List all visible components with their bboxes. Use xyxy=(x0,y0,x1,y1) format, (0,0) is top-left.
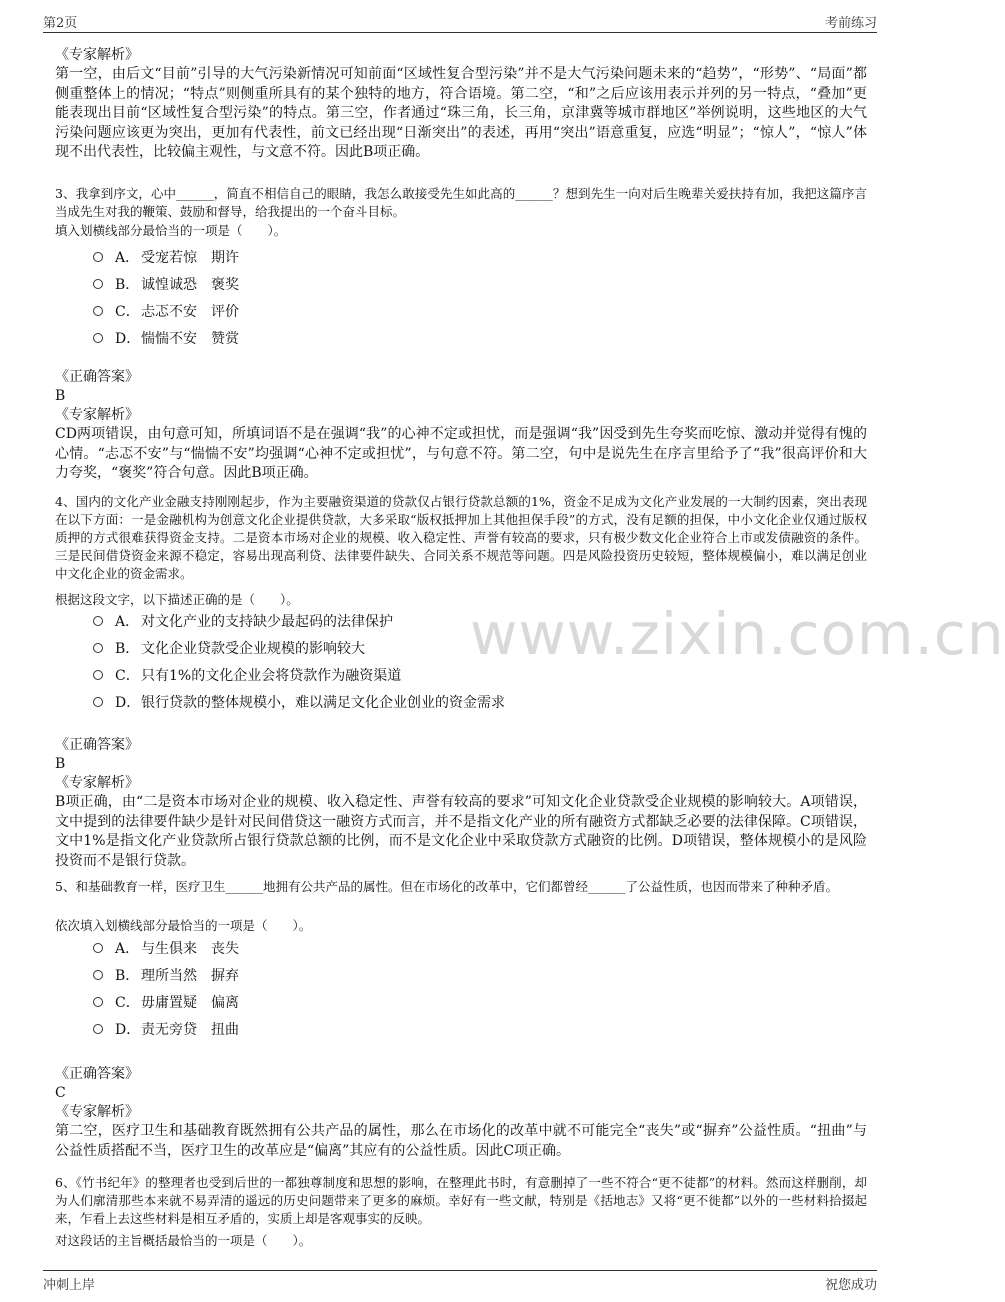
q4-option-c[interactable]: C． 只有1%的文化企业会将贷款作为融资渠道 xyxy=(93,661,793,688)
q4-option-d[interactable]: D． 银行贷款的整体规模小，难以满足文化企业创业的资金需求 xyxy=(93,688,793,715)
q4-option-b[interactable]: B． 文化企业贷款受企业规模的影响较大 xyxy=(93,634,793,661)
q5-option-a[interactable]: A． 与生俱来 丧失 xyxy=(93,934,793,961)
q3-ask: 填入划横线部分最恰当的一项是（ ）。 xyxy=(55,223,287,238)
q5-option-d[interactable]: D． 责无旁贷 扭曲 xyxy=(93,1015,793,1042)
q6-prompt: 6、《竹书纪年》的整理者也受到后世的一都独尊制度和思想的影响，在整理此书时，有意删掉了一些不符合“更不徒都”的材料。然而这样删削，却为人们廓清那些本来就不易弄清的遥远的历史问题带来了更多的麻烦。幸好有一些文献，特别是《括地志》又将“更不徙都”以外的一些材料拾掇起来，乍看上去这些材料是相互矛盾的，实质上却是客观事实的反映。 xyxy=(55,1175,867,1226)
q3-analysis: CD两项错误，由句意可知，所填词语不是在强调“我”的心神不定或担忧，而是强调“我”因受到先生夸奖而吃惊、激动并觉得有愧的心情。“忐忑不安”与“惴惴不安”均强调“心神不定或担忧”，与句意不符。第二空，句中是说先生在序言里给予了“我”很高评价和大力夸奖，“褒奖”符合句意。因此B项正确。 xyxy=(55,426,867,481)
q4-analysis: B项正确，由“二是资本市场对企业的规模、收入稳定性、声誉有较高的要求”可知文化企业贷款受企业规模的影响较大。A项错误，文中提到的法律要件缺少是针对民间借贷这一融资方式而言，并不是指文化产业的所有融资方式都缺乏必要的法律保障。C项错误，文中1%是指文化产业贷款所占银行贷款总额的比例，而不是文化企业中采取贷款方式融资的比例。D项错误，整体规模小的是风险投资而不是银行贷款。 xyxy=(55,794,867,869)
radio-icon[interactable] xyxy=(93,279,103,289)
radio-icon[interactable] xyxy=(93,306,103,316)
q4-answer-section xyxy=(55,736,867,871)
q3-option-a[interactable]: A． 受宠若惊 期许 xyxy=(93,243,793,270)
analysis-label: 《专家解析》 xyxy=(55,47,139,63)
q5-ask: 依次填入划横线部分最恰当的一项是（ ）。 xyxy=(55,918,312,933)
q3-answer: B xyxy=(55,388,66,404)
page-header xyxy=(43,10,877,33)
radio-icon[interactable] xyxy=(93,697,103,707)
footer-right: 祝您成功 xyxy=(824,1278,877,1293)
analysis-label: 《专家解析》 xyxy=(55,1104,139,1120)
answer-label: 《正确答案》 xyxy=(55,1066,139,1082)
q5-answer: C xyxy=(55,1085,66,1101)
q3-option-d[interactable]: D． 惴惴不安 赞赏 xyxy=(93,324,793,351)
radio-icon[interactable] xyxy=(93,943,103,953)
page-footer xyxy=(43,1270,877,1295)
radio-icon[interactable] xyxy=(93,970,103,980)
radio-icon[interactable] xyxy=(93,616,103,626)
answer-label: 《正确答案》 xyxy=(55,737,139,753)
radio-icon[interactable] xyxy=(93,252,103,262)
q3-options xyxy=(93,243,793,351)
q6-ask: 对这段话的主旨概括最恰当的一项是（ ）。 xyxy=(55,1233,312,1248)
q5-option-c[interactable]: C． 毋庸置疑 偏离 xyxy=(93,988,793,1015)
q3-option-b[interactable]: B． 诚惶诚恐 褒奖 xyxy=(93,270,793,297)
radio-icon[interactable] xyxy=(93,643,103,653)
analysis-label: 《专家解析》 xyxy=(55,407,139,423)
answer-label: 《正确答案》 xyxy=(55,369,139,385)
q5-option-b[interactable]: B． 理所当然 摒弃 xyxy=(93,961,793,988)
radio-icon[interactable] xyxy=(93,670,103,680)
q5-answer-section xyxy=(55,1065,867,1161)
header-title: 考前练习 xyxy=(824,16,877,31)
radio-icon[interactable] xyxy=(93,333,103,343)
q4-answer: B xyxy=(55,756,66,772)
q4-ask: 根据这段文字，以下描述正确的是（ ）。 xyxy=(55,592,299,607)
q5-prompt: 5、和基础教育一样，医疗卫生______地拥有公共产品的属性。但在市场化的改革中，它们都曾经______了公益性质，也因而带来了种种矛盾。 xyxy=(55,879,838,894)
q5-analysis: 第二空，医疗卫生和基础教育既然拥有公共产品的属性，那么在市场化的改革中就不可能完全“丧失”或“摒弃”公益性质。“扭曲”与公益性质搭配不当，医疗卫生的改革应是“偏离”其应有的公益性质。因此C项正确。 xyxy=(55,1123,867,1159)
q2-analysis: 第一空，由后文“目前”引导的大气污染新情况可知前面“区域性复合型污染”并不是大气污染问题未来的“趋势”，“形势”、“局面”都侧重整体上的情况；“特点”则侧重所具有的某个独特的地方，符合语境。第二空，“和”之后应该用表示并列的另一特点，“叠加”更能表现出目前“区域性复合型污染”的特点。第三空，作者通过“珠三角，长三角，京津冀等城市群地区”举例说明，这些地区的大气污染问题应该更为突出，更加有代表性，前文已经出现“日渐突出”的表述，再用“突出”语意重复，应选“明显”；“惊人”，“惊人”体现不出代表性，比较偏主观性，与文意不符。因此B项正确。 xyxy=(55,66,867,160)
q3-option-c[interactable]: C． 忐忑不安 评价 xyxy=(93,297,793,324)
q3-answer-section xyxy=(55,368,867,484)
q3-prompt: 3、我拿到序文，心中______，简直不相信自己的眼睛，我怎么敢接受先生如此高的______？想到先生一向对后生晚辈关爱扶持有加，我把这篇序言当成先生对我的鞭策、鼓励和督导，给我提出的一个奋斗目标。 xyxy=(55,186,867,219)
radio-icon[interactable] xyxy=(93,1024,103,1034)
q2-analysis-section xyxy=(55,46,867,163)
analysis-label: 《专家解析》 xyxy=(55,775,139,791)
page-number: 第2页 xyxy=(43,16,78,31)
watermark: www.zixin.com.cn xyxy=(470,600,1005,668)
q4-option-a[interactable]: A． 对文化产业的支持缺少最起码的法律保护 xyxy=(93,607,793,634)
footer-left: 冲刺上岸 xyxy=(43,1278,96,1293)
q4-options xyxy=(93,607,793,715)
q5-options xyxy=(93,934,793,1042)
q4-prompt: 4、国内的文化产业金融支持刚刚起步，作为主要融资渠道的贷款仅占银行贷款总额的1%，资金不足成为文化产业发展的一大制约因素，突出表现在以下方面：一是金融机构为创意文化企业提供贷款，大多采取“版权抵押加上其他担保手段”的方式，没有足额的担保，中小文化企业仅通过版权质押的方式很难获得资金支持。二是资本市场对企业的规模、收入稳定性、声誉有较高的要求，只有极少数文化企业符合上市或发债融资的条件。三是民间借贷资金来源不稳定，容易出现高利贷、法律要件缺失、合同关系不规范等问题。四是风险投资历史较短，整体规模偏小，难以满足创业中文化企业的资金需求。 xyxy=(55,494,867,581)
radio-icon[interactable] xyxy=(93,997,103,1007)
